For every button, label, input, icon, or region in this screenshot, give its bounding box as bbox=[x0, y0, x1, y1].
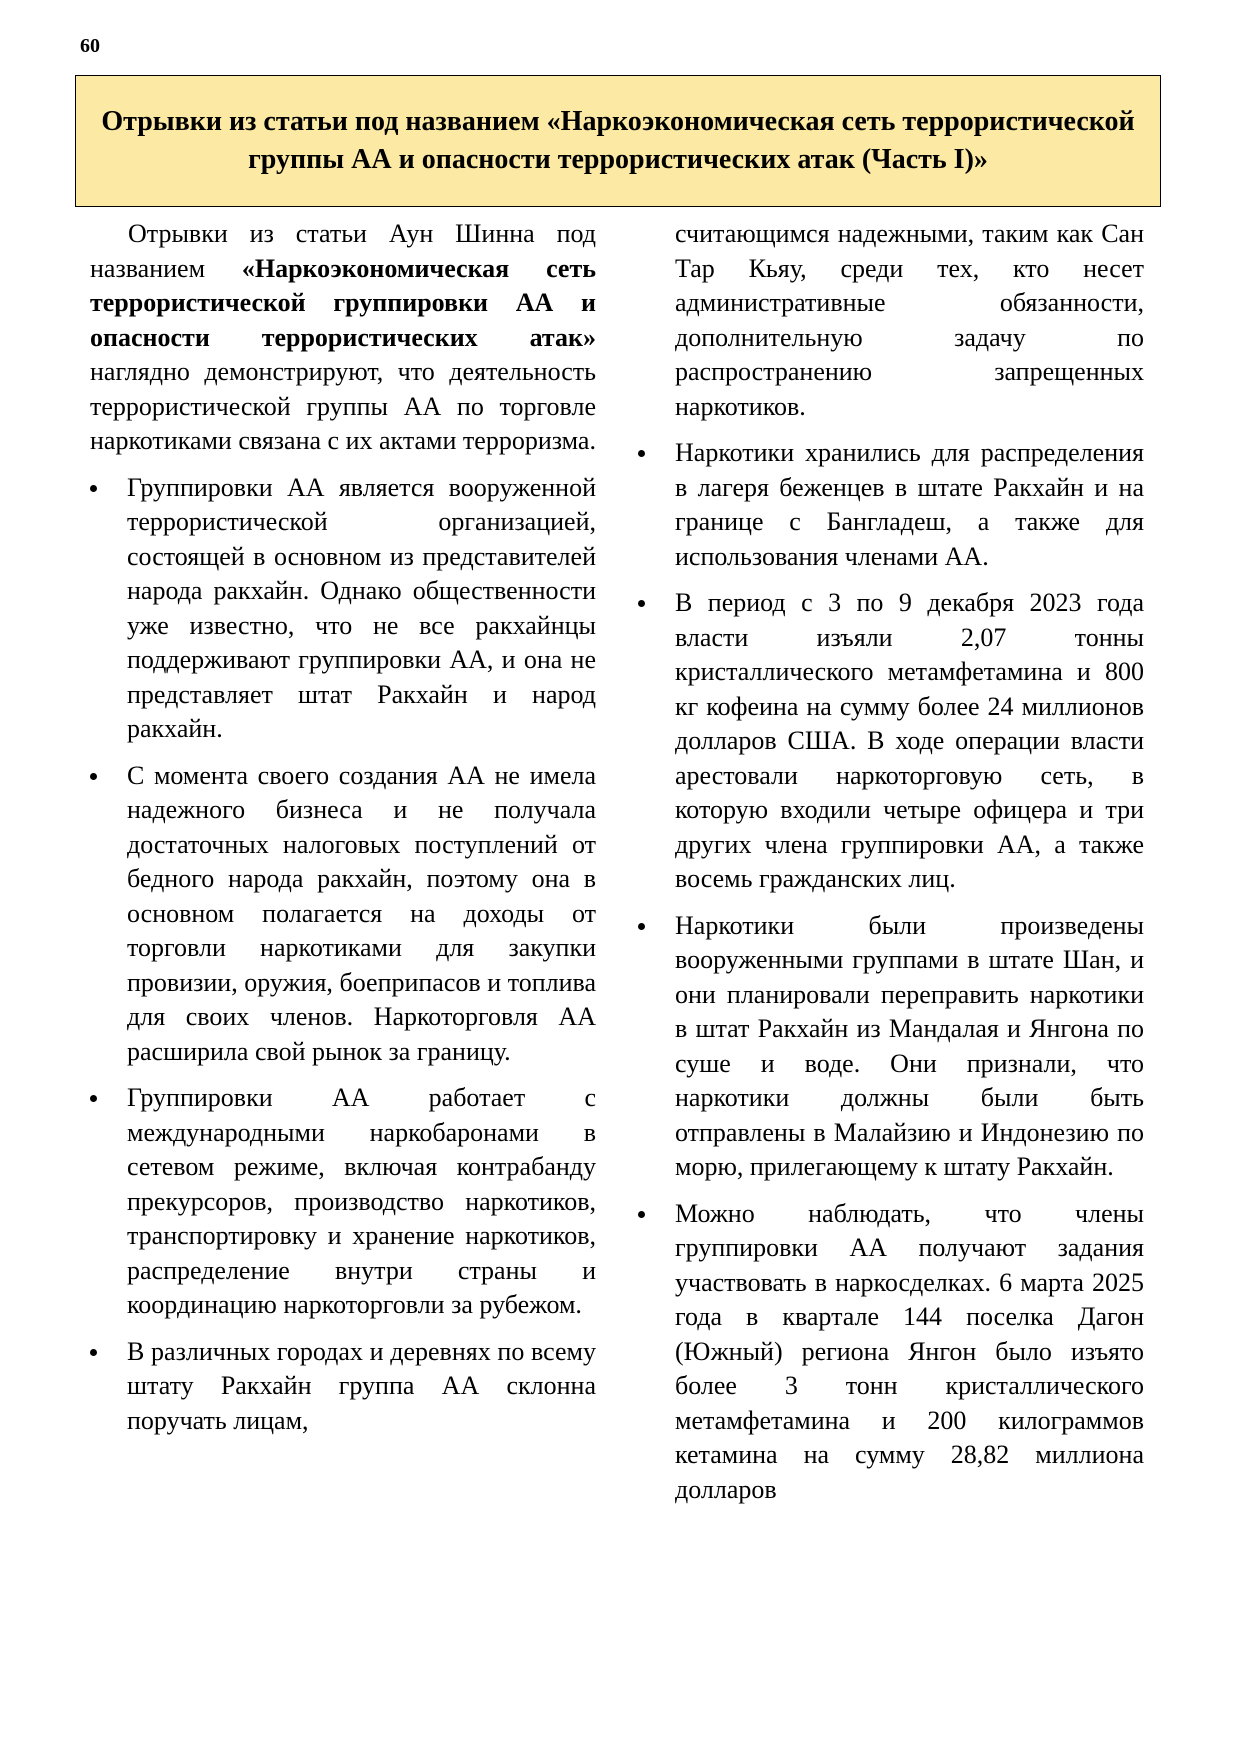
intro-text-start: Отрывки из статьи Аун Шинна под названием bbox=[90, 219, 596, 283]
list-item-text: Наркотики были произведены вооруженными группами в штате Шан, и они планировали переправить наркотики в штат Ракхайн из Мандалая и Янгона по суше и воде. Они признали, что наркотики должны были быть отправлены в Малайзию и Индонезию по морю, прилегающему к штату Ракхайн. bbox=[675, 910, 1144, 1181]
right-bullet-list bbox=[638, 436, 1144, 1507]
bullet-icon bbox=[638, 450, 645, 457]
list-item-text: Можно наблюдать, что члены группировки АА получают задания участвовать в наркосделках. 6 марта 2025 года в квартале 144 поселка Дагон (Южный) региона Янгон было изъято более 3 тонн кристаллического метамфетамина и 200 килограммов кетамина на сумму 28,82 миллиона долларов bbox=[675, 1198, 1144, 1504]
list-item bbox=[90, 1081, 596, 1323]
list-item-text: С момента своего создания АА не имела надежного бизнеса и не получала достаточных налоговых поступлений от бедного народа ракхайн, поэтому она в основном полагается на доходы от торговли наркотиками для закупки провизии, оружия, боеприпасов и топлива для своих членов. Наркоторговля АА расширила свой рынок за границу. bbox=[127, 760, 596, 1066]
list-item bbox=[638, 909, 1144, 1185]
bullet-icon bbox=[90, 485, 97, 492]
list-item-text: Наркотики хранились для распределения в лагеря беженцев в штате Ракхайн и на границе с Бангладеш, а также для использования членами АА. bbox=[675, 438, 1144, 571]
continued-paragraph: считающимся надежными, таким как Сан Тар Кьяу, среди тех, кто несет административные обязанности, дополнительную задачу по распространению запрещенных наркотиков. bbox=[675, 219, 1144, 421]
intro-text-end: наглядно демонстрируют, что деятельность террористической группы АА по торговле наркотиками связана с их актами терроризма. bbox=[90, 357, 596, 455]
intro-article-title: «Наркоэкономическая сеть террористической группировки АА и опасности террористических атак» bbox=[90, 253, 596, 352]
bullet-icon bbox=[90, 773, 97, 780]
bullet-icon bbox=[638, 600, 645, 607]
list-item-text: В период с 3 по 9 декабря 2023 года власти изъяли 2,07 тонны кристаллического метамфетамина и 800 кг кофеина на сумму более 24 миллионов долларов США. В ходе операции власти арестовали наркоторговую сеть, в которую входили четыре офицера и три других члена группировки АА, а также восемь гражданских лиц. bbox=[675, 588, 1144, 893]
list-item bbox=[638, 436, 1144, 574]
list-item bbox=[638, 586, 1144, 897]
article-title: Отрывки из статьи под названием «Наркоэкономическая сеть террористической группы АА и опасности террористических атак (Часть I)» bbox=[101, 106, 1135, 175]
list-item bbox=[638, 1197, 1144, 1508]
bullet-icon bbox=[90, 1095, 97, 1102]
list-item bbox=[90, 759, 596, 1070]
intro-paragraph bbox=[90, 217, 596, 459]
list-item-text: В различных городах и деревнях по всему штату Ракхайн группа АА склонна поручать лицам, bbox=[127, 1336, 596, 1435]
left-column bbox=[90, 217, 596, 1450]
left-bullet-list bbox=[90, 471, 596, 1439]
right-column bbox=[638, 217, 1144, 1519]
bullet-icon bbox=[638, 923, 645, 930]
page-number: 60 bbox=[80, 35, 100, 57]
list-item bbox=[90, 471, 596, 747]
list-item-text: Группировки АА является вооруженной террористической организацией, состоящей в основном из представителей народа ракхайн. Однако общественности уже известно, что не все ракхайнцы поддерживают группировки АА, и она не представляет штат Ракхайн и народ ракхайн. bbox=[127, 472, 596, 743]
list-item-text: Группировки АА работает с международными наркобаронами в сетевом режиме, включая контрабанду прекурсоров, производство наркотиков, транспортировку и хранение наркотиков, распределение внутри страны и координацию наркоторговли за рубежом. bbox=[127, 1083, 596, 1319]
bullet-icon bbox=[638, 1211, 645, 1218]
list-item bbox=[90, 1335, 596, 1439]
title-box bbox=[75, 75, 1161, 207]
bullet-icon bbox=[90, 1349, 97, 1356]
